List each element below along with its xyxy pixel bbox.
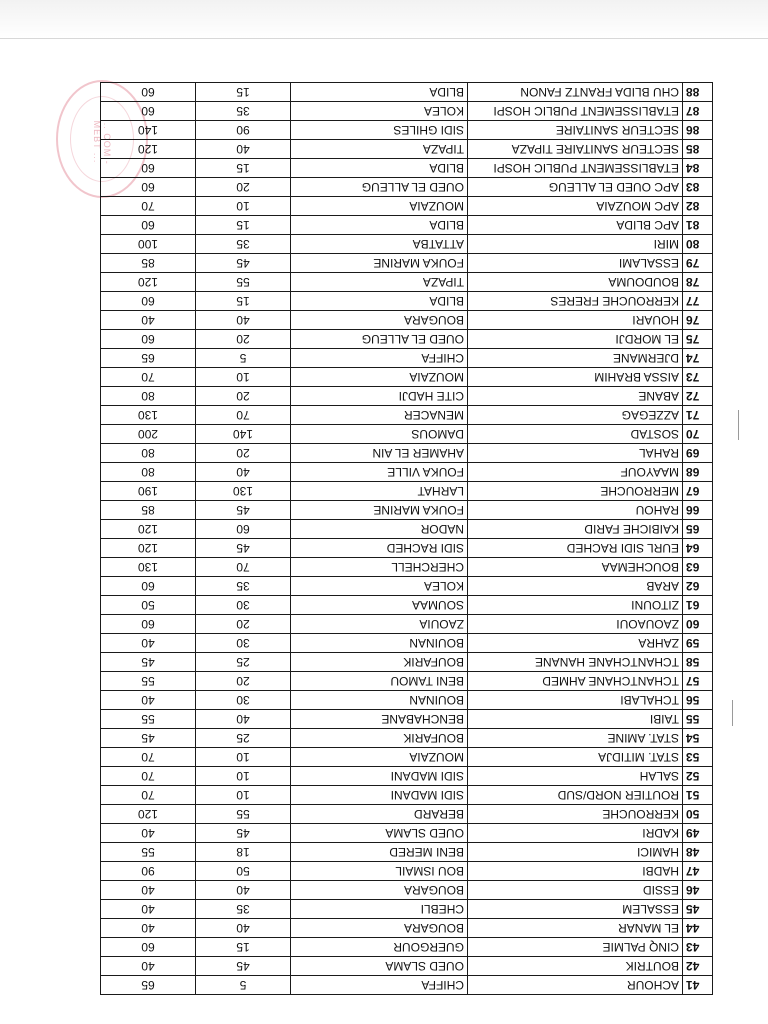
table-row xyxy=(101,273,713,292)
row-name: MIRI xyxy=(468,235,683,254)
row-location: OUED SLAMA xyxy=(291,957,468,976)
table-row xyxy=(101,957,713,976)
row-value-b: 85 xyxy=(101,501,196,520)
row-location: BOUFARIK xyxy=(291,729,468,748)
table-row xyxy=(101,501,713,520)
row-location: NADOR xyxy=(291,520,468,539)
row-name: TAIBI xyxy=(468,710,683,729)
row-value-b: 60 xyxy=(101,615,196,634)
table-row xyxy=(101,140,713,159)
row-number: 84 xyxy=(683,159,713,178)
row-number: 54 xyxy=(683,729,713,748)
row-location: BLIDA xyxy=(291,216,468,235)
row-location: CHIFFA xyxy=(291,976,468,995)
row-value-a: 35 xyxy=(196,900,291,919)
row-value-b: 60 xyxy=(101,102,196,121)
row-value-b: 40 xyxy=(101,900,196,919)
row-value-a: 70 xyxy=(196,558,291,577)
row-location: SIDI RACHED xyxy=(291,539,468,558)
row-name: MERROUCHE xyxy=(468,482,683,501)
table-row xyxy=(101,767,713,786)
row-value-b: 70 xyxy=(101,748,196,767)
table-row xyxy=(101,102,713,121)
row-value-a: 10 xyxy=(196,197,291,216)
row-number: 41 xyxy=(683,976,713,995)
row-number: 75 xyxy=(683,330,713,349)
row-name: APC BLIDA xyxy=(468,216,683,235)
row-number: 76 xyxy=(683,311,713,330)
row-name: ETABLISSEMENT PUBLIC HOSPI xyxy=(468,102,683,121)
row-value-a: 5 xyxy=(196,976,291,995)
row-name: KERROUCHE FRERES xyxy=(468,292,683,311)
row-location: OUED EL ALLEUG xyxy=(291,330,468,349)
row-value-b: 40 xyxy=(101,919,196,938)
table-row xyxy=(101,121,713,140)
table-row xyxy=(101,159,713,178)
row-value-a: 20 xyxy=(196,615,291,634)
row-value-b: 40 xyxy=(101,957,196,976)
row-value-b: 120 xyxy=(101,273,196,292)
table-row xyxy=(101,178,713,197)
row-location: ZAOUIA xyxy=(291,615,468,634)
row-location: BOUFARIK xyxy=(291,653,468,672)
data-table xyxy=(100,82,713,995)
row-location: MENACER xyxy=(291,406,468,425)
row-location: FOUKA MARINE xyxy=(291,254,468,273)
row-value-a: 20 xyxy=(196,672,291,691)
row-location: SIDI MADANI xyxy=(291,767,468,786)
row-number: 73 xyxy=(683,368,713,387)
row-value-a: 10 xyxy=(196,368,291,387)
row-name: CHU BLIDA FRANTZ FANON xyxy=(468,83,683,102)
scan-mark xyxy=(732,700,733,726)
row-location: CHERCHELL xyxy=(291,558,468,577)
row-value-a: 20 xyxy=(196,178,291,197)
row-value-b: 120 xyxy=(101,805,196,824)
row-value-a: 25 xyxy=(196,729,291,748)
row-value-b: 65 xyxy=(101,349,196,368)
row-location: BERARD xyxy=(291,805,468,824)
row-value-b: 40 xyxy=(101,881,196,900)
row-value-a: 40 xyxy=(196,311,291,330)
row-number: 70 xyxy=(683,425,713,444)
row-location: TIPAZA xyxy=(291,140,468,159)
table-row xyxy=(101,691,713,710)
row-location: KOLEA xyxy=(291,102,468,121)
row-number: 74 xyxy=(683,349,713,368)
row-location: MOUZAIA xyxy=(291,368,468,387)
row-name: DJERMANE xyxy=(468,349,683,368)
row-number: 51 xyxy=(683,786,713,805)
row-value-a: 30 xyxy=(196,634,291,653)
table-row xyxy=(101,349,713,368)
row-value-b: 50 xyxy=(101,596,196,615)
row-location: BLIDA xyxy=(291,83,468,102)
row-name: TCHALABI xyxy=(468,691,683,710)
row-number: 79 xyxy=(683,254,713,273)
table-row xyxy=(101,406,713,425)
row-location: CITE HADJI xyxy=(291,387,468,406)
row-value-a: 45 xyxy=(196,824,291,843)
table-row xyxy=(101,653,713,672)
row-location: CHIFFA xyxy=(291,349,468,368)
row-name: ZAHRA xyxy=(468,634,683,653)
table-row xyxy=(101,748,713,767)
row-value-b: 70 xyxy=(101,197,196,216)
row-name: KADRI xyxy=(468,824,683,843)
row-location: BOUGARA xyxy=(291,919,468,938)
row-number: 65 xyxy=(683,520,713,539)
row-value-a: 45 xyxy=(196,501,291,520)
row-name: APC OUED EL ALLEUG xyxy=(468,178,683,197)
row-number: 66 xyxy=(683,501,713,520)
row-value-b: 60 xyxy=(101,330,196,349)
row-name: ESSALAMI xyxy=(468,254,683,273)
row-number: 88 xyxy=(683,83,713,102)
row-value-b: 40 xyxy=(101,691,196,710)
row-value-b: 40 xyxy=(101,311,196,330)
row-value-b: 130 xyxy=(101,558,196,577)
table-body xyxy=(101,83,713,995)
table-row xyxy=(101,672,713,691)
row-number: 69 xyxy=(683,444,713,463)
table-row xyxy=(101,444,713,463)
row-value-a: 45 xyxy=(196,539,291,558)
row-value-b: 55 xyxy=(101,672,196,691)
row-number: 62 xyxy=(683,577,713,596)
table-row xyxy=(101,710,713,729)
row-value-a: 5 xyxy=(196,349,291,368)
row-value-a: 60 xyxy=(196,520,291,539)
row-name: ROUTIER NORD/SUD xyxy=(468,786,683,805)
row-number: 77 xyxy=(683,292,713,311)
row-location: OUED EL ALLEUG xyxy=(291,178,468,197)
row-number: 72 xyxy=(683,387,713,406)
row-name: EL MORDJI xyxy=(468,330,683,349)
row-name: TCHANTCHANE HANANE xyxy=(468,653,683,672)
table-row xyxy=(101,292,713,311)
table-row xyxy=(101,729,713,748)
scan-mark xyxy=(738,410,739,440)
row-value-a: 10 xyxy=(196,748,291,767)
row-value-b: 120 xyxy=(101,520,196,539)
row-location: BOUINAN xyxy=(291,634,468,653)
rotated-sheet xyxy=(101,85,713,995)
row-number: 45 xyxy=(683,900,713,919)
row-name: RAHAL xyxy=(468,444,683,463)
table-row xyxy=(101,938,713,957)
row-location: BOUINAN xyxy=(291,691,468,710)
row-location: BLIDA xyxy=(291,292,468,311)
row-value-b: 65 xyxy=(101,976,196,995)
row-name: SECTEUR SANITAIRE xyxy=(468,121,683,140)
row-value-b: 45 xyxy=(101,653,196,672)
row-value-a: 40 xyxy=(196,463,291,482)
row-name: APC MOUZAIA xyxy=(468,197,683,216)
row-number: 42 xyxy=(683,957,713,976)
row-location: BOUGARA xyxy=(291,881,468,900)
row-name: MAAYOUF xyxy=(468,463,683,482)
row-location: TIPAZA xyxy=(291,273,468,292)
row-number: 87 xyxy=(683,102,713,121)
row-name: BOUTRIK xyxy=(468,957,683,976)
row-number: 43 xyxy=(683,938,713,957)
row-value-b: 70 xyxy=(101,368,196,387)
row-location: BLIDA xyxy=(291,159,468,178)
row-number: 71 xyxy=(683,406,713,425)
row-value-b: 60 xyxy=(101,938,196,957)
row-value-a: 45 xyxy=(196,957,291,976)
row-value-a: 10 xyxy=(196,786,291,805)
row-number: 63 xyxy=(683,558,713,577)
row-name: STAT. AMINE xyxy=(468,729,683,748)
row-value-a: 45 xyxy=(196,254,291,273)
table-row xyxy=(101,387,713,406)
table-row xyxy=(101,634,713,653)
row-location: SIDI MADANI xyxy=(291,786,468,805)
table-row xyxy=(101,83,713,102)
row-name: ABANE xyxy=(468,387,683,406)
row-value-b: 130 xyxy=(101,406,196,425)
row-value-a: 30 xyxy=(196,596,291,615)
row-location: BENI MERED xyxy=(291,843,468,862)
row-name: ACHOUR xyxy=(468,976,683,995)
row-name: BOUCHEMAA xyxy=(468,558,683,577)
row-value-a: 40 xyxy=(196,919,291,938)
row-value-b: 80 xyxy=(101,387,196,406)
table-row xyxy=(101,786,713,805)
row-number: 57 xyxy=(683,672,713,691)
row-value-b: 40 xyxy=(101,824,196,843)
row-location: LARHAT xyxy=(291,482,468,501)
row-location: CHEBLI xyxy=(291,900,468,919)
row-location: AHAMER EL AIN xyxy=(291,444,468,463)
row-location: FOUKA VILLE xyxy=(291,463,468,482)
row-name: RAHOU xyxy=(468,501,683,520)
row-value-a: 15 xyxy=(196,938,291,957)
table-row xyxy=(101,862,713,881)
row-name: EURL SIDI RACHED xyxy=(468,539,683,558)
row-value-b: 60 xyxy=(101,216,196,235)
row-value-b: 55 xyxy=(101,843,196,862)
row-number: 52 xyxy=(683,767,713,786)
row-number: 55 xyxy=(683,710,713,729)
table-row xyxy=(101,368,713,387)
row-value-b: 120 xyxy=(101,539,196,558)
row-value-a: 35 xyxy=(196,577,291,596)
row-location: BOU ISMAIL xyxy=(291,862,468,881)
table-row xyxy=(101,311,713,330)
table-row xyxy=(101,520,713,539)
table-row xyxy=(101,805,713,824)
row-location: KOLEA xyxy=(291,577,468,596)
row-name: HADBI xyxy=(468,862,683,881)
row-value-b: 80 xyxy=(101,463,196,482)
row-value-b: 80 xyxy=(101,444,196,463)
row-name: AISSA BRAHIM xyxy=(468,368,683,387)
row-value-a: 35 xyxy=(196,102,291,121)
row-location: BENCHABANE xyxy=(291,710,468,729)
row-location: SIDI GHILES xyxy=(291,121,468,140)
row-value-b: 45 xyxy=(101,729,196,748)
table-row xyxy=(101,824,713,843)
row-number: 58 xyxy=(683,653,713,672)
row-value-b: 60 xyxy=(101,292,196,311)
row-number: 60 xyxy=(683,615,713,634)
row-value-a: 40 xyxy=(196,710,291,729)
row-value-b: 190 xyxy=(101,482,196,501)
table-row xyxy=(101,900,713,919)
table-row xyxy=(101,976,713,995)
row-value-a: 140 xyxy=(196,425,291,444)
row-number: 83 xyxy=(683,178,713,197)
row-value-a: 130 xyxy=(196,482,291,501)
table-row xyxy=(101,558,713,577)
row-location: GUERGOUR xyxy=(291,938,468,957)
row-value-a: 15 xyxy=(196,159,291,178)
row-value-a: 40 xyxy=(196,881,291,900)
row-name: ZAOUAOUI xyxy=(468,615,683,634)
row-number: 49 xyxy=(683,824,713,843)
row-value-a: 35 xyxy=(196,235,291,254)
row-name: ESSALEM xyxy=(468,900,683,919)
table-row xyxy=(101,235,713,254)
row-number: 64 xyxy=(683,539,713,558)
row-name: HAMICI xyxy=(468,843,683,862)
row-number: 61 xyxy=(683,596,713,615)
row-number: 44 xyxy=(683,919,713,938)
row-location: BENI TAMOU xyxy=(291,672,468,691)
row-location: MOUZAIA xyxy=(291,197,468,216)
row-name: KAIBICHE FARID xyxy=(468,520,683,539)
row-value-a: 20 xyxy=(196,387,291,406)
row-location: MOUZAIA xyxy=(291,748,468,767)
row-value-b: 85 xyxy=(101,254,196,273)
table-row xyxy=(101,254,713,273)
row-value-a: 15 xyxy=(196,292,291,311)
row-number: 82 xyxy=(683,197,713,216)
row-number: 80 xyxy=(683,235,713,254)
table-row xyxy=(101,615,713,634)
row-value-b: 120 xyxy=(101,140,196,159)
row-name: ETABLISSEMENT PUBLIC HOSPI xyxy=(468,159,683,178)
row-value-b: 60 xyxy=(101,178,196,197)
row-name: STAT. MITIDJA xyxy=(468,748,683,767)
row-value-b: 70 xyxy=(101,786,196,805)
row-location: SOUMAA xyxy=(291,596,468,615)
row-value-b: 60 xyxy=(101,577,196,596)
row-location: FOUKA MARINE xyxy=(291,501,468,520)
row-number: 56 xyxy=(683,691,713,710)
row-name: ARAB xyxy=(468,577,683,596)
table-row xyxy=(101,881,713,900)
table-row xyxy=(101,330,713,349)
row-value-b: 140 xyxy=(101,121,196,140)
row-name: TCHANTCHANE AHMED xyxy=(468,672,683,691)
row-name: ZITOUNI xyxy=(468,596,683,615)
row-number: 81 xyxy=(683,216,713,235)
table-row xyxy=(101,919,713,938)
row-value-a: 10 xyxy=(196,767,291,786)
row-location: OUED SLAMA xyxy=(291,824,468,843)
row-value-b: 70 xyxy=(101,767,196,786)
table-row xyxy=(101,539,713,558)
table-row xyxy=(101,577,713,596)
row-value-b: 60 xyxy=(101,83,196,102)
row-value-a: 25 xyxy=(196,653,291,672)
row-value-b: 100 xyxy=(101,235,196,254)
row-name: BOUDOUMA xyxy=(468,273,683,292)
row-number: 78 xyxy=(683,273,713,292)
row-location: ATTATBA xyxy=(291,235,468,254)
row-value-a: 18 xyxy=(196,843,291,862)
row-value-a: 20 xyxy=(196,444,291,463)
table-row xyxy=(101,482,713,501)
table-row xyxy=(101,463,713,482)
row-value-a: 15 xyxy=(196,216,291,235)
row-number: 48 xyxy=(683,843,713,862)
stamp-text: ... COM - MEBT ... xyxy=(92,119,112,165)
row-number: 53 xyxy=(683,748,713,767)
row-number: 47 xyxy=(683,862,713,881)
row-location: BOUGARA xyxy=(291,311,468,330)
row-name: SALAH xyxy=(468,767,683,786)
table-row xyxy=(101,425,713,444)
row-name: ESSID xyxy=(468,881,683,900)
row-value-b: 60 xyxy=(101,159,196,178)
row-name: HOUARI xyxy=(468,311,683,330)
row-value-b: 40 xyxy=(101,634,196,653)
row-value-a: 55 xyxy=(196,273,291,292)
row-name: AZZEGAG xyxy=(468,406,683,425)
row-location: DAMOUS xyxy=(291,425,468,444)
row-name: EL MANAR xyxy=(468,919,683,938)
row-value-a: 20 xyxy=(196,330,291,349)
table-row xyxy=(101,596,713,615)
row-number: 85 xyxy=(683,140,713,159)
row-number: 46 xyxy=(683,881,713,900)
row-value-a: 15 xyxy=(196,83,291,102)
row-number: 68 xyxy=(683,463,713,482)
row-name: CINQ PALMIE xyxy=(468,938,683,957)
row-value-a: 90 xyxy=(196,121,291,140)
row-name: SOSTAD xyxy=(468,425,683,444)
row-number: 59 xyxy=(683,634,713,653)
table-row xyxy=(101,197,713,216)
table-row xyxy=(101,843,713,862)
scan-top-edge xyxy=(0,0,768,39)
row-value-a: 70 xyxy=(196,406,291,425)
row-number: 67 xyxy=(683,482,713,501)
row-number: 50 xyxy=(683,805,713,824)
row-value-a: 50 xyxy=(196,862,291,881)
row-value-b: 55 xyxy=(101,710,196,729)
row-value-b: 90 xyxy=(101,862,196,881)
row-name: KERROUCHE xyxy=(468,805,683,824)
row-value-b: 200 xyxy=(101,425,196,444)
table-row xyxy=(101,216,713,235)
row-value-a: 30 xyxy=(196,691,291,710)
row-value-a: 55 xyxy=(196,805,291,824)
row-value-a: 40 xyxy=(196,140,291,159)
row-number: 86 xyxy=(683,121,713,140)
row-name: SECTEUR SANITAIRE TIPAZA xyxy=(468,140,683,159)
